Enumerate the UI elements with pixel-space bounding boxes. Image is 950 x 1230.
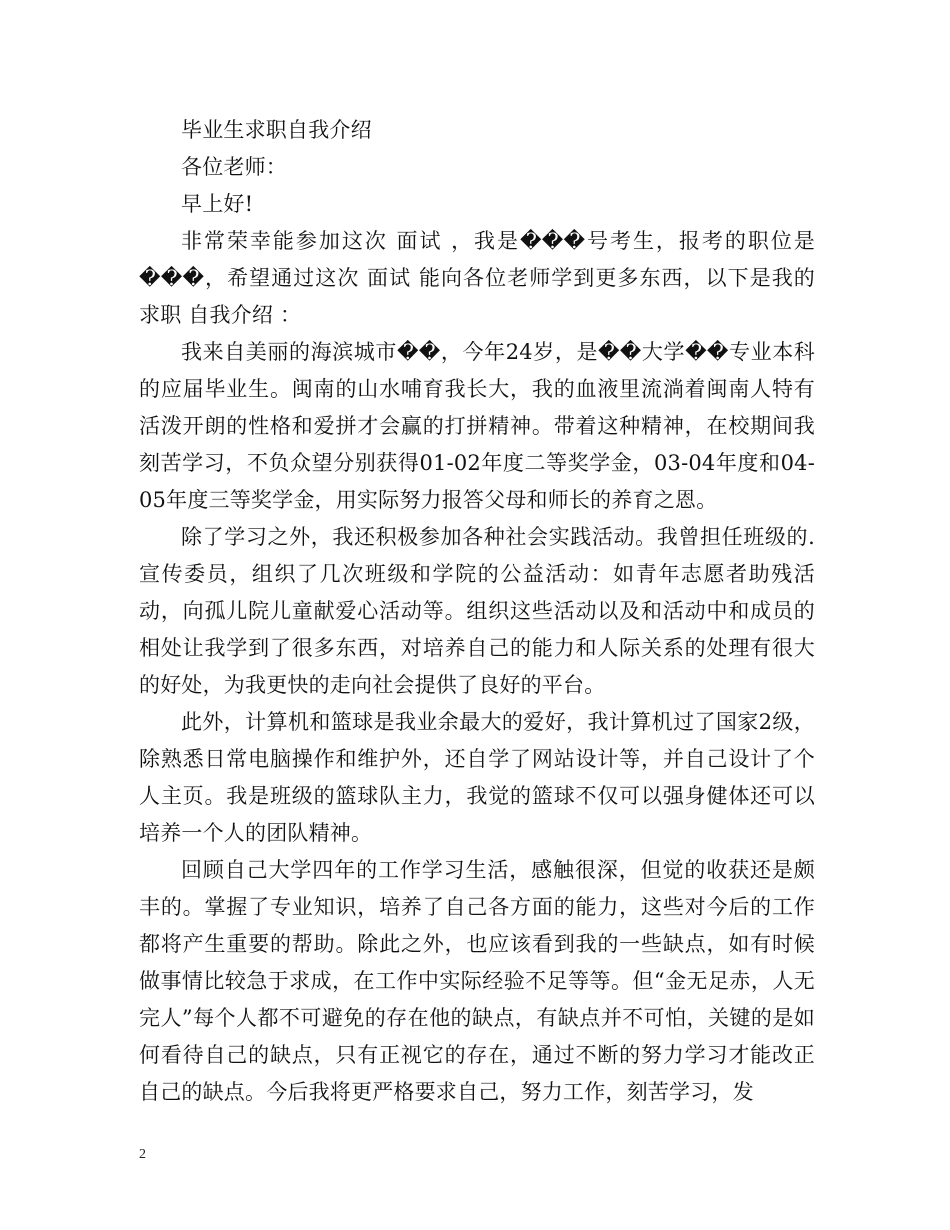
paragraph-intro: 非常荣幸能参加这次 面试 ，我是���号考生，报考的职位是���，希望通过这次 面试 能向各位老师学到更多东西，以下是我的 求职 自我介绍 ： [139, 229, 815, 327]
document-title: 毕业生求职自我介绍 [181, 118, 372, 142]
document-body [139, 112, 815, 1111]
paragraph-background: 我来自美丽的海滨城市��，今年24岁，是��大学��专业本科的应届毕业生。闽南的山水哺育我长大，我的血液里流淌着闽南人特有活泼开朗的性格和爱拼才会赢的打拼精神。带着这种精神，在校期间我刻苦学习，不负众望分别获得01-02年度二等奖学金，03-04年度和04-05年度三等奖学金，用实际努力报答父母和师长的养育之恩。 [139, 340, 815, 512]
paragraph-reflection: 回顾自己大学四年的工作学习生活，感触很深，但觉的收获还是颇丰的。掌握了专业知识，培养了自己各方面的能力，这些对今后的工作都将产生重要的帮助。除此之外，也应该看到我的一些缺点，如有时候做事情比较急于求成，在工作中实际经验不足等等。但“金无足赤，人无完人”每个人都不可避免的存在他的缺点，有缺点并不可怕，关键的是如何看待自己的缺点，只有正视它的存在，通过不断的努力学习才能改正自己的缺点。今后我将更严格要求自己，努力工作，刻苦学习，发 [139, 858, 815, 1104]
page-number: 2 [139, 1147, 146, 1162]
paragraph-activities: 除了学习之外，我还积极参加各种社会实践活动。我曾担任班级的.宣传委员，组织了几次班级和学院的公益活动：如青年志愿者助残活动，向孤儿院儿童献爱心活动等。组织这些活动以及和活动中和成员的相处让我学到了很多东西，对培养自己的能力和人际关系的处理有很大的好处，为我更快的走向社会提供了良好的平台。 [139, 525, 815, 697]
greeting: 早上好! [181, 192, 254, 216]
paragraph-hobbies: 此外，计算机和篮球是我业余最大的爱好，我计算机过了国家2级，除熟悉日常电脑操作和维护外，还自学了网站设计等，并自己设计了个人主页。我是班级的篮球队主力，我觉的篮球不仅可以强身健体还可以培养一个人的团队精神。 [139, 710, 815, 845]
salutation: 各位老师： [181, 155, 287, 179]
